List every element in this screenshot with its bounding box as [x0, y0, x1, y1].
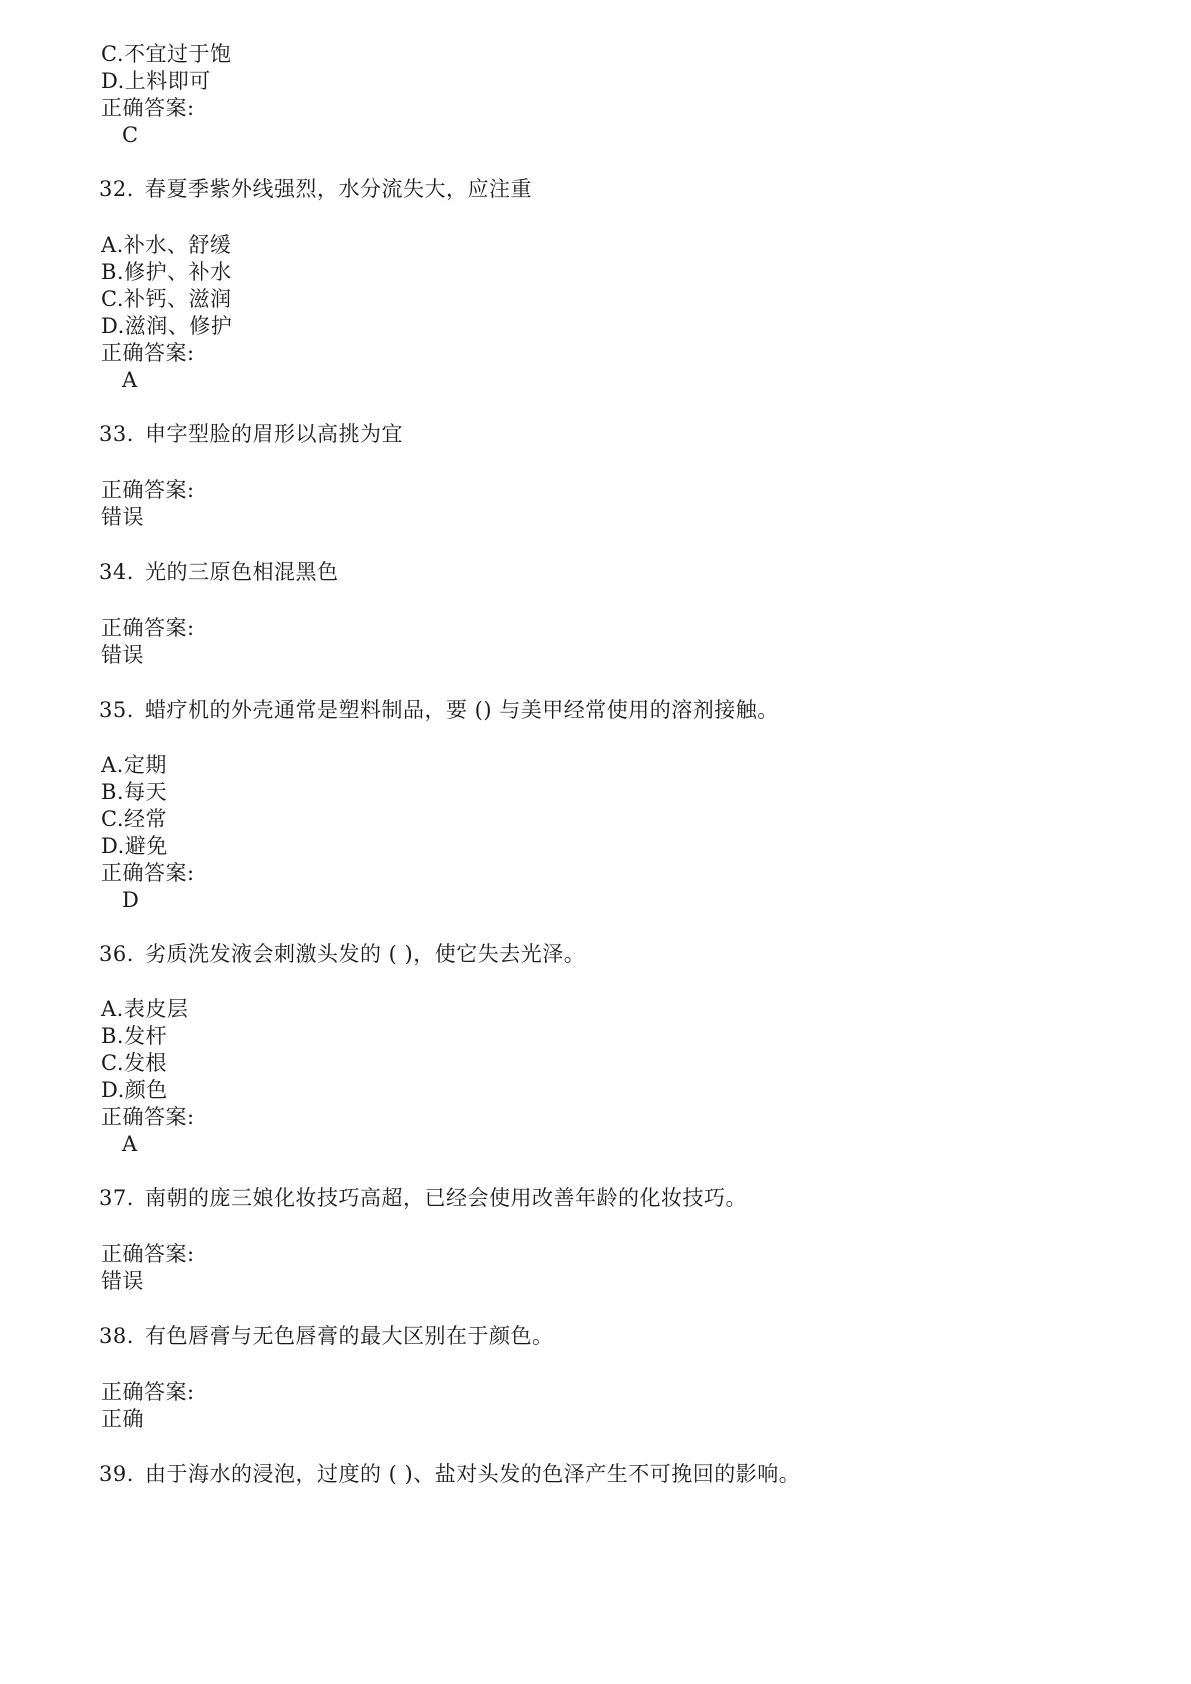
question-number: 32.: [99, 177, 134, 201]
answer-value: 正确: [101, 1407, 144, 1431]
answer-label: 正确答案:: [101, 96, 195, 120]
question-text: 蜡疗机的外壳通常是塑料制品，要 () 与美甲经常使用的溶剂接触。: [145, 698, 779, 722]
answer-value: 错误: [101, 643, 144, 667]
question-text: 由于海水的浸泡，过度的 ( )、盐对头发的色泽产生不可挽回的影响。: [145, 1462, 801, 1486]
question-number: 35.: [99, 698, 134, 722]
question-number: 36.: [99, 942, 134, 966]
answer-value: 错误: [101, 505, 144, 529]
answer-label: 正确答案:: [101, 616, 195, 640]
question-text: 光的三原色相混黑色: [145, 560, 339, 584]
option-d: D.滋润、修护: [101, 314, 233, 338]
option-c: C.补钙、滋润: [101, 287, 232, 311]
question-38: [99, 1322, 554, 1350]
option-a: A.表皮层: [101, 997, 189, 1021]
question-text: 劣质洗发液会刺激头发的 ( )，使它失去光泽。: [145, 942, 586, 966]
option-d: D.上料即可: [101, 69, 211, 93]
option-a: A.补水、舒缓: [101, 233, 232, 257]
option-b: B.发杆: [101, 1024, 168, 1048]
answer-value: C: [122, 123, 139, 147]
answer-label: 正确答案:: [101, 341, 195, 365]
option-a: A.定期: [101, 753, 167, 777]
option-d: D.颜色: [101, 1078, 168, 1102]
question-34: [99, 558, 339, 586]
option-d: D.避免: [101, 834, 168, 858]
question-number: 38.: [99, 1324, 134, 1348]
question-text: 春夏季紫外线强烈，水分流失大，应注重: [145, 177, 532, 201]
question-number: 33.: [99, 422, 134, 446]
question-32: [99, 175, 532, 203]
answer-label: 正确答案:: [101, 478, 195, 502]
question-35: [99, 696, 779, 724]
question-33: [99, 420, 403, 448]
question-text: 南朝的庞三娘化妆技巧高超，已经会使用改善年龄的化妆技巧。: [145, 1186, 747, 1210]
question-number: 37.: [99, 1186, 134, 1210]
question-37: [99, 1184, 747, 1212]
question-36: [99, 940, 585, 968]
question-text: 有色唇膏与无色唇膏的最大区别在于颜色。: [145, 1324, 554, 1348]
option-c: C.发根: [101, 1051, 167, 1075]
question-number: 39.: [99, 1462, 134, 1486]
option-b: B.每天: [101, 780, 168, 804]
answer-label: 正确答案:: [101, 1380, 195, 1404]
question-text: 申字型脸的眉形以高挑为宜: [145, 422, 403, 446]
answer-label: 正确答案:: [101, 1105, 195, 1129]
question-number: 34.: [99, 560, 134, 584]
answer-label: 正确答案:: [101, 1242, 195, 1266]
option-c: C.不宜过于饱: [101, 42, 232, 66]
answer-value: D: [122, 888, 140, 912]
answer-value: 错误: [101, 1269, 144, 1293]
option-b: B.修护、补水: [101, 260, 232, 284]
option-c: C.经常: [101, 807, 167, 831]
answer-value: A: [122, 368, 138, 392]
answer-label: 正确答案:: [101, 861, 195, 885]
question-39: [99, 1460, 800, 1488]
answer-value: A: [122, 1132, 138, 1156]
